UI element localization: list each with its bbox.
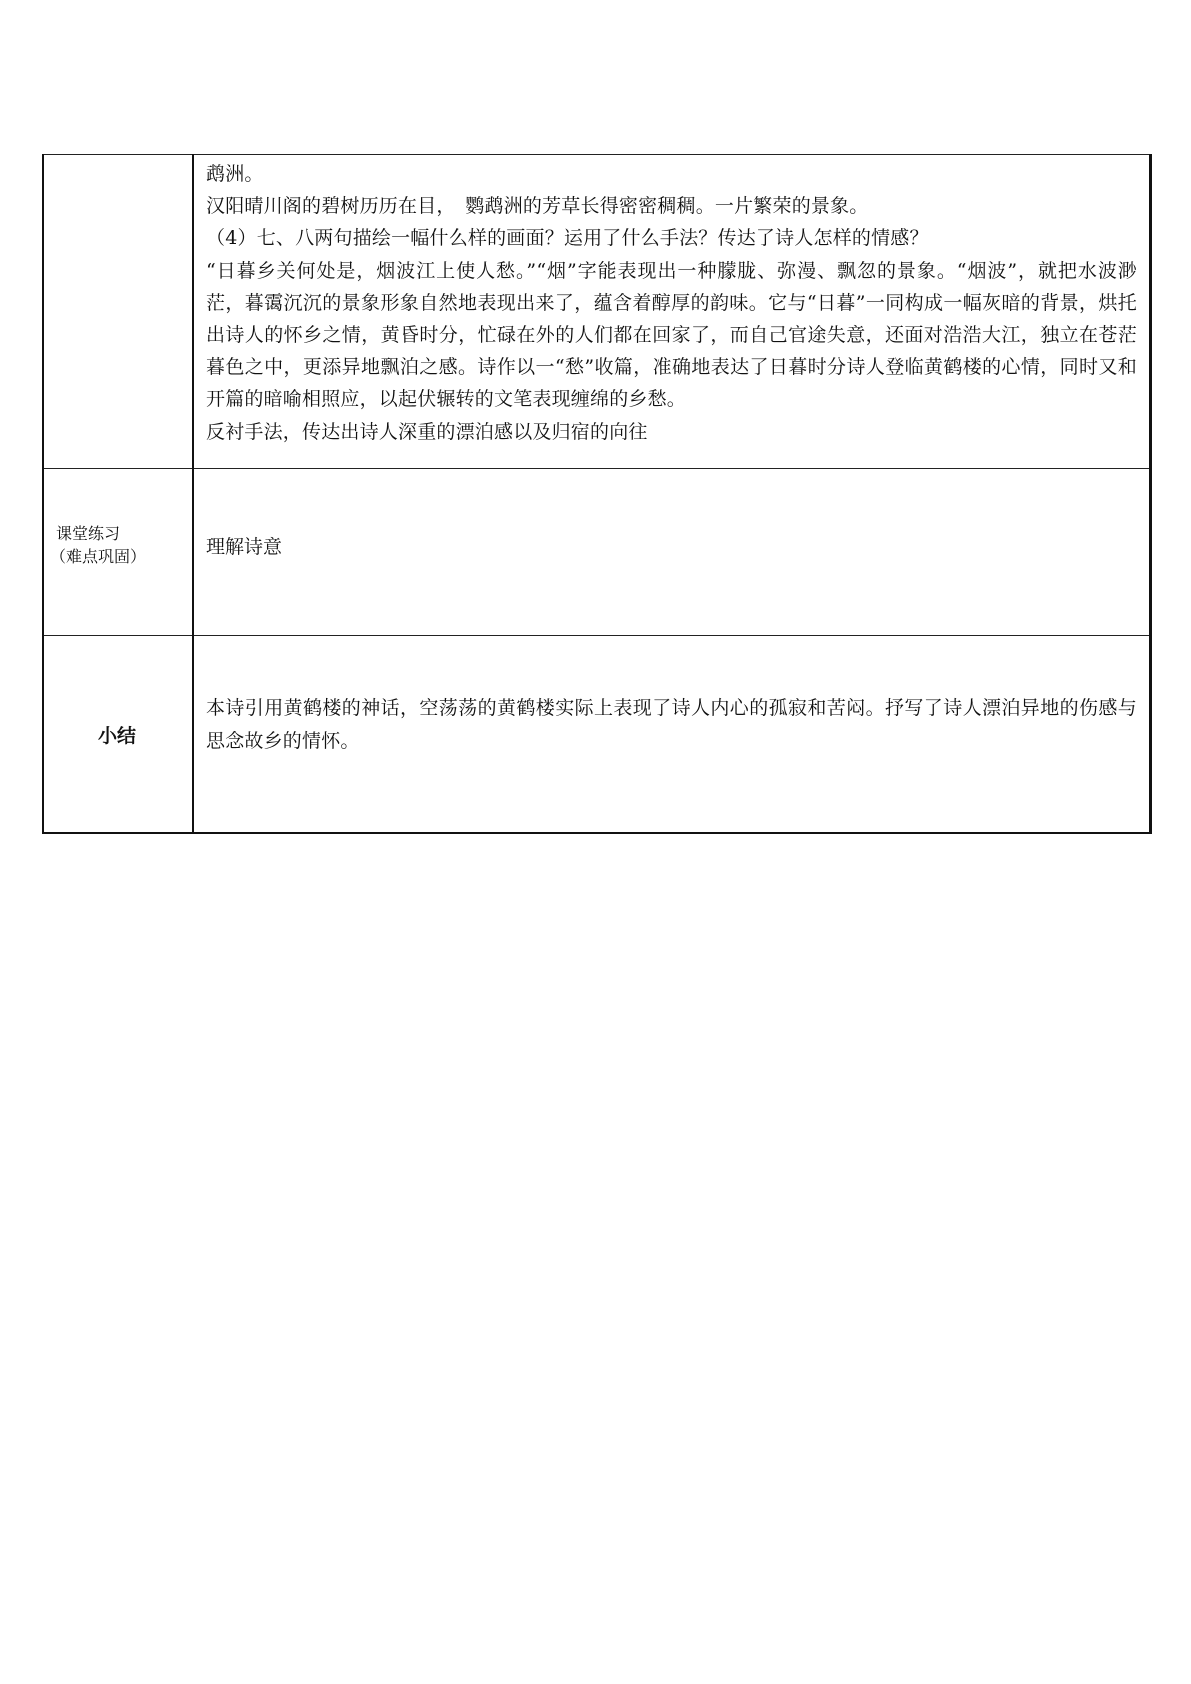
content-paragraph: 汉阳晴川阁的碧树历历在目， 鹦鹉洲的芳草长得密密稠稠。一片繁荣的景象。 — [206, 195, 869, 218]
technique-paragraph: 反衬手法，传达出诗人深重的漂泊感以及归宿的向往 — [206, 420, 648, 443]
answer-paragraph: “日暮乡关何处是，烟波江上使人愁。”“烟”字能表现出一种朦胧、弥漫、飘忽的景象。“烟波”，就把水波渺茫，暮霭沉沉的景象形象自然地表现出来了，蕴含着醇厚的韵味。它与“日暮”一同构成一幅灰暗的背景，烘托出诗人的怀乡之情，黄昏时分，忙碌在外的人们都在回家了，而自己官途失意，还面对浩浩大江，独立在苍茫暮色之中，更添异地飘泊之感。诗作以一“愁”收篇，准确地表达了日暮时分诗人登临黄鹤楼的心情，同时又和开篇的暗喻相照应，以起伏辗转的文笔表现缠绵的乡愁。 — [206, 259, 1137, 411]
question-paragraph: （4）七、八两句描绘一幅什么样的画面？运用了什么手法？传达了诗人怎样的情感？ — [206, 227, 929, 250]
lesson-plan-table — [42, 154, 1152, 834]
summary-label: 小结 — [98, 725, 137, 747]
summary-content-cell — [193, 636, 1151, 833]
practice-sublabel: （难点巩固） — [50, 547, 147, 566]
practice-label: 课堂练习 — [56, 524, 121, 543]
table-row — [43, 636, 1151, 833]
summary-content: 本诗引用黄鹤楼的神话，空荡荡的黄鹤楼实际上表现了诗人内心的孤寂和苦闷。抒写了诗人漂泊异地的伤感与思念故乡的情怀。 — [206, 697, 1137, 752]
table-row — [43, 155, 1151, 469]
row-label-cell — [43, 155, 193, 469]
practice-content: 理解诗意 — [206, 536, 283, 558]
content-paragraph: 鹉洲。 — [206, 163, 264, 185]
summary-label-cell — [43, 636, 193, 833]
analysis-content-cell — [193, 155, 1151, 469]
table-row — [43, 469, 1151, 636]
practice-content-cell — [193, 469, 1151, 636]
practice-label-cell — [43, 469, 193, 636]
